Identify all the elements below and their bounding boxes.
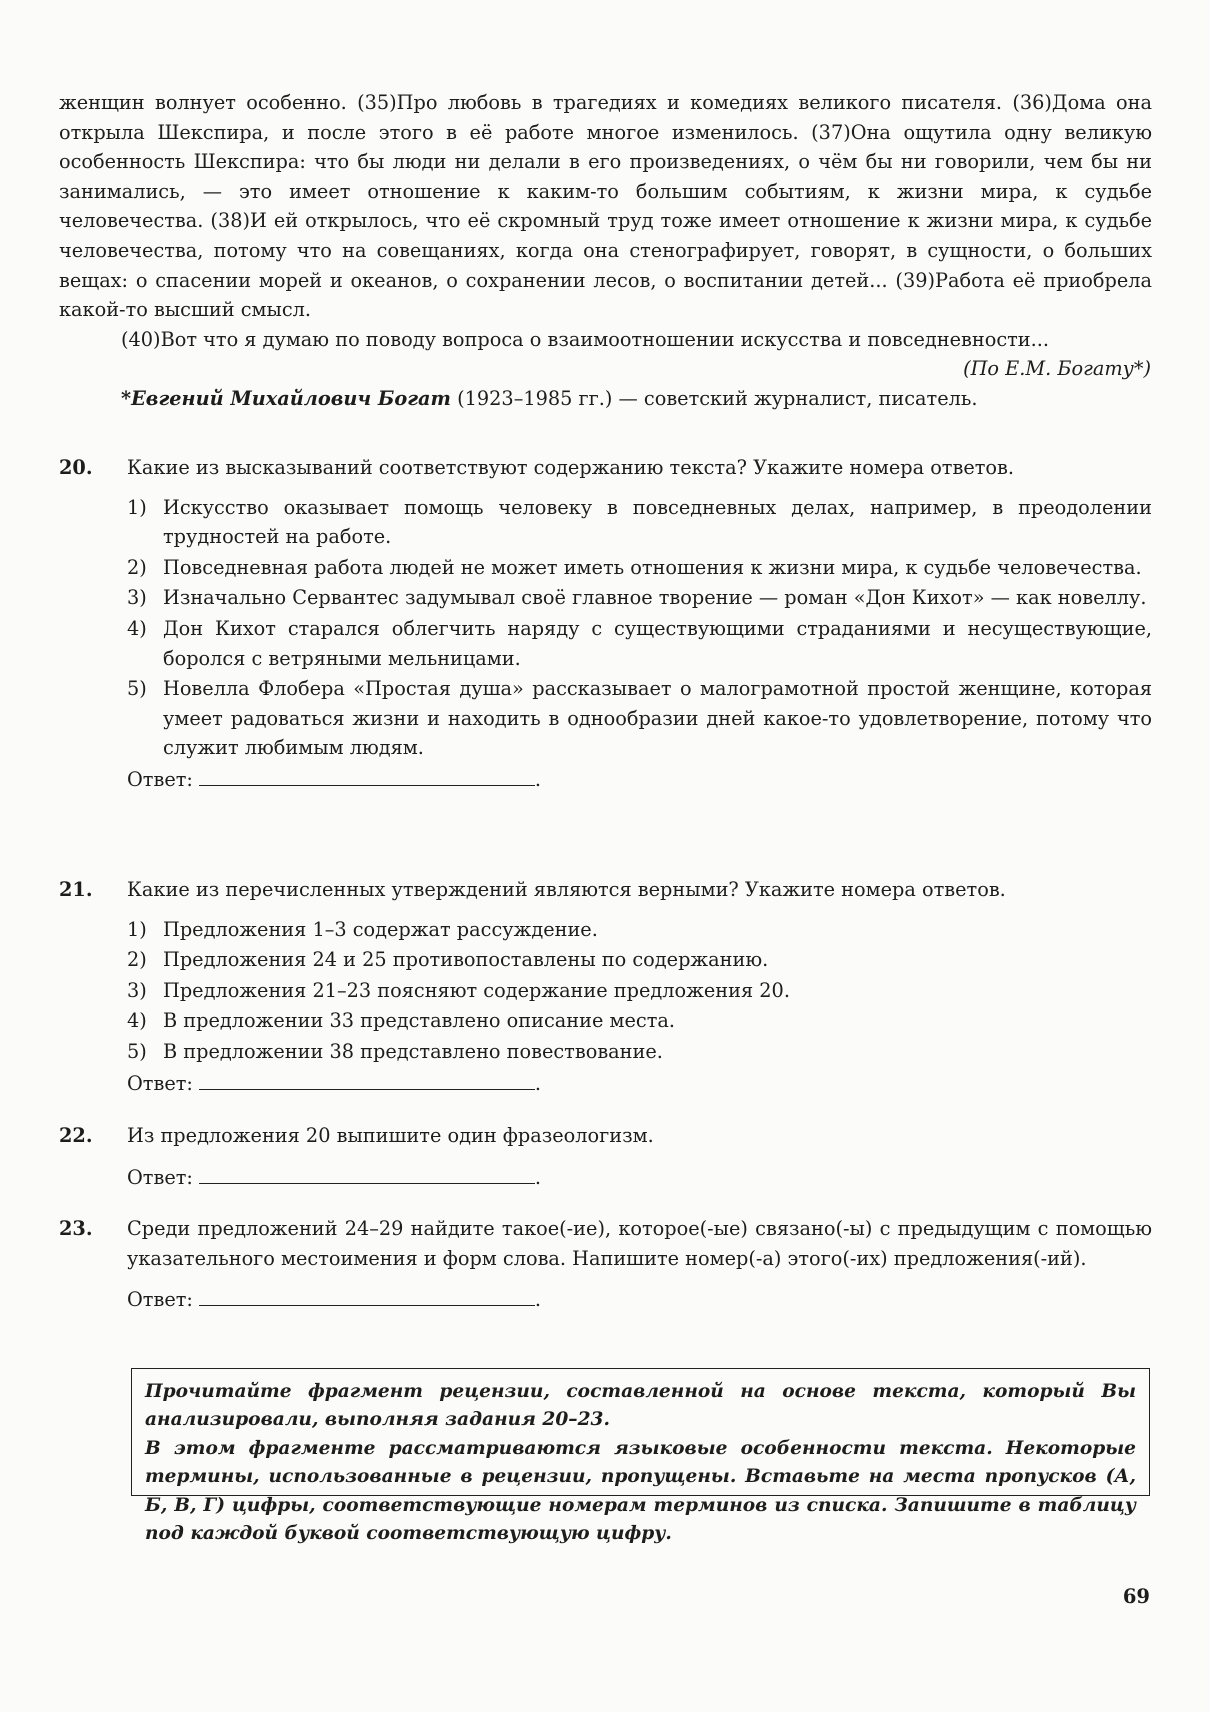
answer-label: Ответ: — [127, 1288, 193, 1312]
task-question: Из предложения 20 выпишите один фразеологизм. — [127, 1124, 654, 1147]
answer-row: Ответ: . — [127, 765, 1152, 795]
option-text: Новелла Флобера «Простая душа» рассказывает о малограмотной простой женщине, которая умеет радоваться жизни и находить в однообразии дней какое-то удовлетворение, потому что служит любимым людям. — [163, 677, 1152, 760]
option-text: Предложения 1–3 содержат рассуждение. — [163, 917, 598, 941]
task-number: 22. — [59, 1124, 93, 1147]
author-footnote — [59, 384, 1152, 414]
answer-label: Ответ: — [127, 1071, 193, 1095]
instruction-text: В этом фрагменте рассматриваются языковые особенности текста. Некоторые термины, использованные в рецензии, пропущены. Вставьте на места пропусков (А, Б, В, Г) цифры, соответствующие номерам терминов из списка. Запишите в таблицу под каждой буквой соответствующую цифру. — [145, 1437, 1136, 1545]
answer-row: Ответ: . — [127, 1285, 1152, 1315]
answer-row: Ответ: . — [127, 1069, 1152, 1099]
option-number: 2) — [127, 555, 147, 579]
option-item — [127, 493, 1152, 552]
option-number: 4) — [127, 616, 147, 640]
option-item — [127, 1037, 1152, 1067]
task-number: 21. — [59, 878, 93, 901]
passage — [59, 88, 1152, 414]
option-number: 4) — [127, 1009, 147, 1033]
option-item — [127, 614, 1152, 673]
option-item — [127, 674, 1152, 763]
option-item — [127, 553, 1152, 583]
options-list — [127, 915, 1152, 1067]
answer-field[interactable] — [199, 1285, 535, 1306]
option-text: Предложения 21–23 поясняют содержание предложения 20. — [163, 978, 790, 1002]
option-text: Дон Кихот старался облегчить наряду с существующими страданиями и несуществующие, боролся с ветряными мельницами. — [163, 616, 1152, 670]
option-number: 1) — [127, 495, 147, 519]
task-20 — [59, 453, 1152, 795]
answer-row: Ответ: . — [127, 1163, 1152, 1193]
option-number: 3) — [127, 978, 147, 1002]
answer-field[interactable] — [199, 765, 535, 786]
option-number: 5) — [127, 677, 147, 701]
task-number: 20. — [59, 456, 93, 479]
instruction-text: Прочитайте фрагмент рецензии, составленной на основе текста, который Вы анализировали, выполняя задания 20–23. — [145, 1381, 1136, 1431]
answer-field[interactable] — [199, 1163, 535, 1184]
option-number: 1) — [127, 917, 147, 941]
option-text: В предложении 33 представлено описание места. — [163, 1009, 676, 1033]
footnote-details: (1923–1985 гг.) — советский журналист, писатель. — [450, 386, 978, 410]
option-text: В предложении 38 представлено повествование. — [163, 1039, 663, 1063]
option-number: 2) — [127, 948, 147, 972]
task-21 — [59, 875, 1152, 1098]
footnote-author-name: *Евгений Михайлович Богат — [121, 386, 451, 410]
task-23 — [59, 1214, 1152, 1315]
option-item — [127, 915, 1152, 945]
answer-label: Ответ: — [127, 1165, 193, 1189]
task-question: Среди предложений 24–29 найдите такое(-ие), которое(-ые) связано(-ы) с предыдущим с помощью указательного местоимения и форм слова. Напишите номер(-а) этого(-их) предложения(-ий). — [127, 1217, 1152, 1270]
option-number: 5) — [127, 1039, 147, 1063]
task-22 — [59, 1121, 1152, 1192]
options-list — [127, 493, 1152, 763]
option-item — [127, 945, 1152, 975]
passage-paragraph: женщин волнует особенно. (35)Про любовь в трагедиях и комедиях великого писателя. (36)Дома она открыла Шекспира, и после этого в её работе многое изменилось. (37)Она ощутила одну великую особенность Шекспира: что бы люди ни делали в его произведениях, о чём бы ни говорили, чем бы ни занимались, — это имеет отношение к каким-то большим событиям, к жизни мира, к судьбе человечества. (38)И ей открылось, что её скромный труд тоже имеет отношение к жизни мира, к судьбе человечества, потому что на совещаниях, когда она стенографирует, говорят, в сущности, о больших вещах: о спасении морей и океанов, о сохранении лесов, о воспитании детей... (39)Работа её приобрела какой-то высший смысл. — [59, 91, 1152, 322]
option-text: Предложения 24 и 25 противопоставлены по содержанию. — [163, 948, 769, 972]
task-number: 23. — [59, 1217, 93, 1240]
option-text: Искусство оказывает помощь человеку в повседневных делах, например, в преодолении трудностей на работе. — [163, 495, 1152, 549]
option-item — [127, 976, 1152, 1006]
task-question: Какие из перечисленных утверждений являются верными? Укажите номера ответов. — [127, 878, 1006, 901]
option-text: Изначально Сервантес задумывал своё главное творение — роман «Дон Кихот» — как новеллу. — [163, 586, 1147, 610]
passage-attribution: (По Е.М. Богату*) — [963, 357, 1151, 381]
page-number: 69 — [1122, 1585, 1150, 1608]
answer-field[interactable] — [199, 1069, 535, 1090]
passage-paragraph: (40)Вот что я думаю по поводу вопроса о взаимоотношении искусства и повседневности... — [121, 327, 1050, 351]
task-question: Какие из высказываний соответствуют содержанию текста? Укажите номера ответов. — [127, 456, 1015, 479]
option-item — [127, 583, 1152, 613]
option-number: 3) — [127, 586, 147, 610]
option-item — [127, 1006, 1152, 1036]
answer-label: Ответ: — [127, 767, 193, 791]
instruction-box — [131, 1368, 1150, 1545]
option-text: Повседневная работа людей не может иметь отношения к жизни мира, к судьбе человечества. — [163, 555, 1142, 579]
